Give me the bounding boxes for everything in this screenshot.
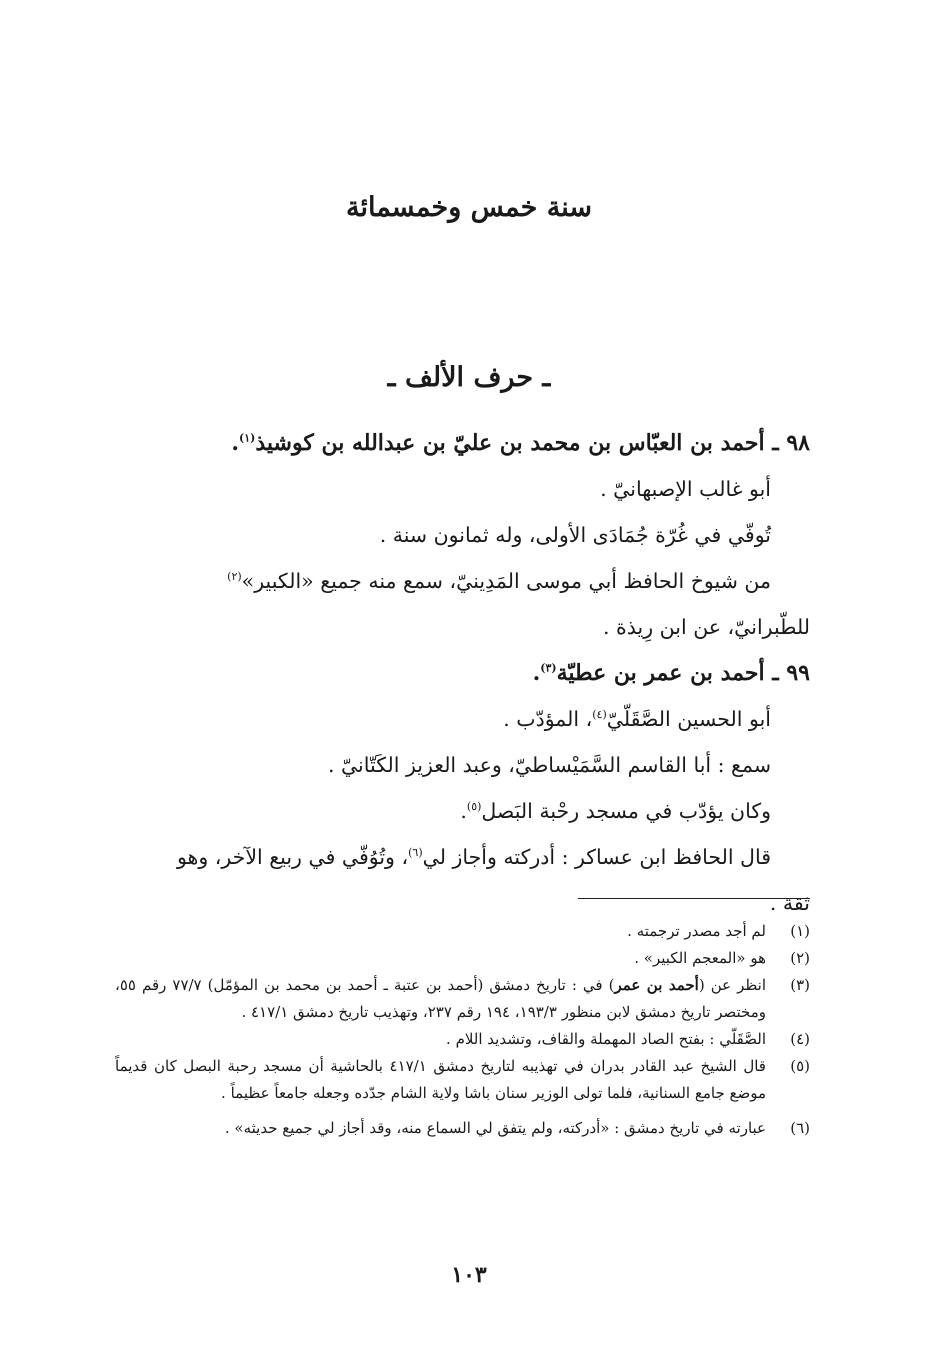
footnote-6 bbox=[115, 1115, 810, 1142]
footnote-text: الصَّقَلّي : بفتح الصاد المهملة والقاف، وتشديد اللام . bbox=[446, 1030, 766, 1048]
entry-98-heading: ٩٨ ـ أحمد بن العبّاس بن محمد بن عليّ بن عبدالله بن كوشيذ$^{(١)}$. bbox=[231, 430, 810, 456]
entry-98-line-3: من شيوخ الحافظ أبي موسى المَدِينيّ، سمع منه جميع «الكبير»$^{(٢)}$ bbox=[227, 569, 771, 593]
entry-99-line-4: قال الحافظ ابن عساكر : أدركته وأجاز لي$^{(٦)}$، وتُوُفّي في ربيع الآخر، وهو bbox=[176, 845, 771, 869]
main-text bbox=[115, 420, 810, 926]
entry-99-line-3: وكان يؤدّب في مسجد رحْبة البَصل$^{(٥)}$. bbox=[460, 799, 771, 823]
entry-99-number: ٩٩ ـ bbox=[772, 660, 810, 686]
entry-99-line-5: ثقة . bbox=[769, 891, 810, 915]
footnote-ref-1[interactable]: (١) bbox=[239, 431, 256, 445]
footnote-ref-6[interactable]: (٦) bbox=[408, 846, 423, 860]
footnote-number: (٣) bbox=[790, 976, 810, 994]
entry-98-name: أحمد بن العبّاس بن محمد بن عليّ بن عبدالله بن كوشيذ bbox=[255, 430, 765, 456]
entry-98-line-4: للطّبرانيّ، عن ابن رِيذة . bbox=[603, 615, 810, 639]
entry-98-number: ٩٨ ـ bbox=[772, 430, 810, 456]
entry-99-heading: ٩٩ ـ أحمد بن عمر بن عطيّة$^{(٣)}$. bbox=[532, 660, 810, 686]
entry-99-line-1: أبو الحسين الصَّقَلّيّ$^{(٤)}$، المؤدّب . bbox=[503, 707, 771, 731]
footnotes bbox=[115, 918, 810, 1142]
entry-99-name: أحمد بن عمر بن عطيّة bbox=[556, 660, 765, 686]
footnote-ref-2[interactable]: (٢) bbox=[227, 570, 242, 584]
section-title: ـ حرف الألف ـ bbox=[387, 362, 551, 393]
entry-98-line-2: تُوفّي في غُرّة جُمَادَى الأولى، وله ثمانون سنة . bbox=[379, 523, 771, 547]
footnote-text: هو «المعجم الكبير» . bbox=[634, 949, 766, 967]
footnote-bold-name: أحمد بن عمر bbox=[614, 976, 699, 994]
footnote-text: قال الشيخ عبد القادر بدران في تهذيبه لتاريخ دمشق ٤١٧/١ بالحاشية أن مسجد رحبة البصل كان قديماً موضع جامع السنانية، فلما تولى الوزير سنان باشا ولاية الشام جدّده وجعله جامعاً عظيماً . bbox=[115, 1057, 766, 1102]
footnote-text: عبارته في تاريخ دمشق : «أدركته، ولم يتفق لي السماع منه، وقد أجاز لي جميع حديثه» . bbox=[224, 1119, 766, 1137]
footnote-number: (٢) bbox=[790, 949, 810, 967]
page-number: ١٠٣ bbox=[451, 1262, 487, 1288]
footnote-number: (٥) bbox=[790, 1057, 810, 1075]
footnote-1 bbox=[115, 918, 810, 945]
year-title: سنة خمس وخمسمائة bbox=[345, 192, 593, 223]
footnote-separator bbox=[578, 898, 810, 899]
footnote-ref-4[interactable]: (٤) bbox=[592, 708, 607, 722]
footnote-text: لم أجد مصدر ترجمته . bbox=[627, 922, 766, 940]
footnote-number: (١) bbox=[790, 922, 810, 940]
footnote-4 bbox=[115, 1026, 810, 1053]
footnote-text: انظر عن (أحمد بن عمر) في : تاريخ دمشق (أحمد بن عتبة ـ أحمد بن محمد بن المؤمّل) ٧٧/٧ رقم ٥٥، ومختصر تاريخ دمشق لابن منظور ١٩٣/٣، ١٩٤ رقم ٢٣٧، وتهذيب تاريخ دمشق ٤١٧/١ . bbox=[115, 976, 767, 1021]
footnote-ref-5[interactable]: (٥) bbox=[466, 800, 482, 814]
footnote-ref-3[interactable]: (٣) bbox=[540, 661, 557, 675]
footnote-number: (٦) bbox=[790, 1119, 810, 1137]
footnote-5 bbox=[115, 1053, 810, 1107]
footnote-3 bbox=[115, 972, 810, 1026]
footnote-number: (٤) bbox=[790, 1030, 810, 1048]
footnote-2 bbox=[115, 945, 810, 972]
entry-98-line-1: أبو غالب الإصبهانيّ . bbox=[600, 477, 771, 501]
entry-99-line-2: سمع : أبا القاسم السَّمَيْساطيّ، وعبد العزيز الكَتّانيّ . bbox=[327, 753, 771, 777]
